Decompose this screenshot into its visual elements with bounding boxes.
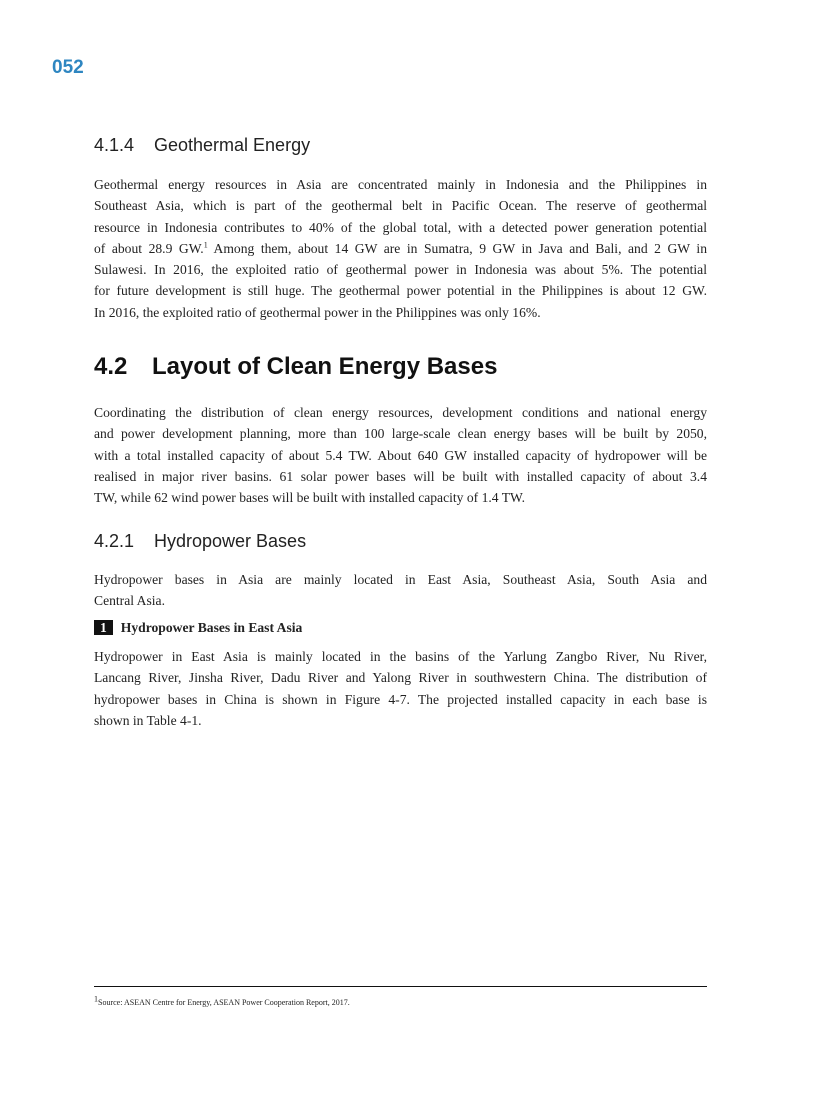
text-line: Coordinating the distribution of clean energy resources, development conditions and national energy [94, 405, 707, 420]
page-number: 052 [52, 57, 84, 78]
text-line: with a total installed capacity of about 5.4 TW. About 640 GW installed capacity of hydropower will be [94, 447, 707, 463]
text-line: Sulawesi. In 2016, the exploited ratio of geothermal power in Indonesia was about 5%. The potential [94, 262, 707, 278]
footnote-marker: 1 [94, 994, 98, 1004]
footnote-divider [94, 986, 707, 987]
text-line: realised in major river basins. 61 solar power bases will be built with installed capacity of about 3.4 [94, 468, 707, 484]
section-title: Hydropower Bases [154, 531, 307, 551]
subheading-number-badge: 1 [94, 620, 113, 635]
section-number: 4.2.1 [94, 531, 135, 551]
text-line: shown in Table 4-1. [94, 712, 202, 728]
text-line: hydropower bases in China is shown in Figure 4-7. The projected installed capacity in each base is [94, 691, 707, 707]
text-line [94, 238, 707, 259]
text-line: Southeast Asia, which is part of the geothermal belt in Pacific Ocean. The reserve of geothermal [94, 198, 707, 214]
section-number: 4.2 [94, 353, 128, 380]
text-line: Lancang River, Jinsha River, Dadu River and Yalong River in southwestern China. The distribution of [94, 670, 707, 686]
east-asia-paragraph [94, 646, 707, 731]
text-line: Hydropower bases in Asia are mainly located in East Asia, Southeast Asia, South Asia and [94, 572, 707, 587]
text-line: In 2016, the exploited ratio of geothermal power in the Philippines was only 16%. [94, 304, 541, 320]
subheading-east-asia [94, 620, 302, 636]
text-fragment: Among them, about 14 GW are in Sumatra, 9 GW in Java and Bali, and 2 GW in [207, 240, 707, 256]
clean-energy-bases-paragraph [94, 402, 707, 508]
text-line: for future development is still huge. The geothermal power potential in the Philippines is about 12 GW. [94, 283, 707, 299]
text-line: resource in Indonesia contributes to 40% of the global total, with a detected power generation potential [94, 219, 707, 235]
subheading-title: Hydropower Bases in East Asia [120, 620, 303, 635]
section-heading-4-2 [94, 353, 497, 381]
section-heading-4-1-4 [94, 135, 310, 156]
text-fragment: of about 28.9 GW. [94, 240, 204, 256]
section-title: Geothermal Energy [154, 135, 311, 155]
footnote-ref: 1 [203, 240, 208, 250]
text-line: Central Asia. [94, 593, 165, 609]
text-line: Geothermal energy resources in Asia are concentrated mainly in Indonesia and the Philippines in [94, 177, 707, 192]
section-number: 4.1.4 [94, 135, 135, 155]
text-line: TW, while 62 wind power bases will be built with installed capacity of 1.4 TW. [94, 490, 526, 506]
text-line: Hydropower in East Asia is mainly located in the basins of the Yarlung Zangbo River, Nu River, [94, 649, 707, 664]
hydropower-intro-paragraph [94, 569, 707, 612]
geothermal-paragraph [94, 174, 707, 323]
footnote [94, 994, 350, 1007]
text-line: and power development planning, more than 100 large-scale clean energy bases will be built by 2050, [94, 426, 707, 442]
footnote-text: Source: ASEAN Centre for Energy, ASEAN Power Cooperation Report, 2017. [98, 998, 350, 1007]
section-heading-4-2-1 [94, 531, 306, 552]
section-title: Layout of Clean Energy Bases [152, 353, 498, 380]
